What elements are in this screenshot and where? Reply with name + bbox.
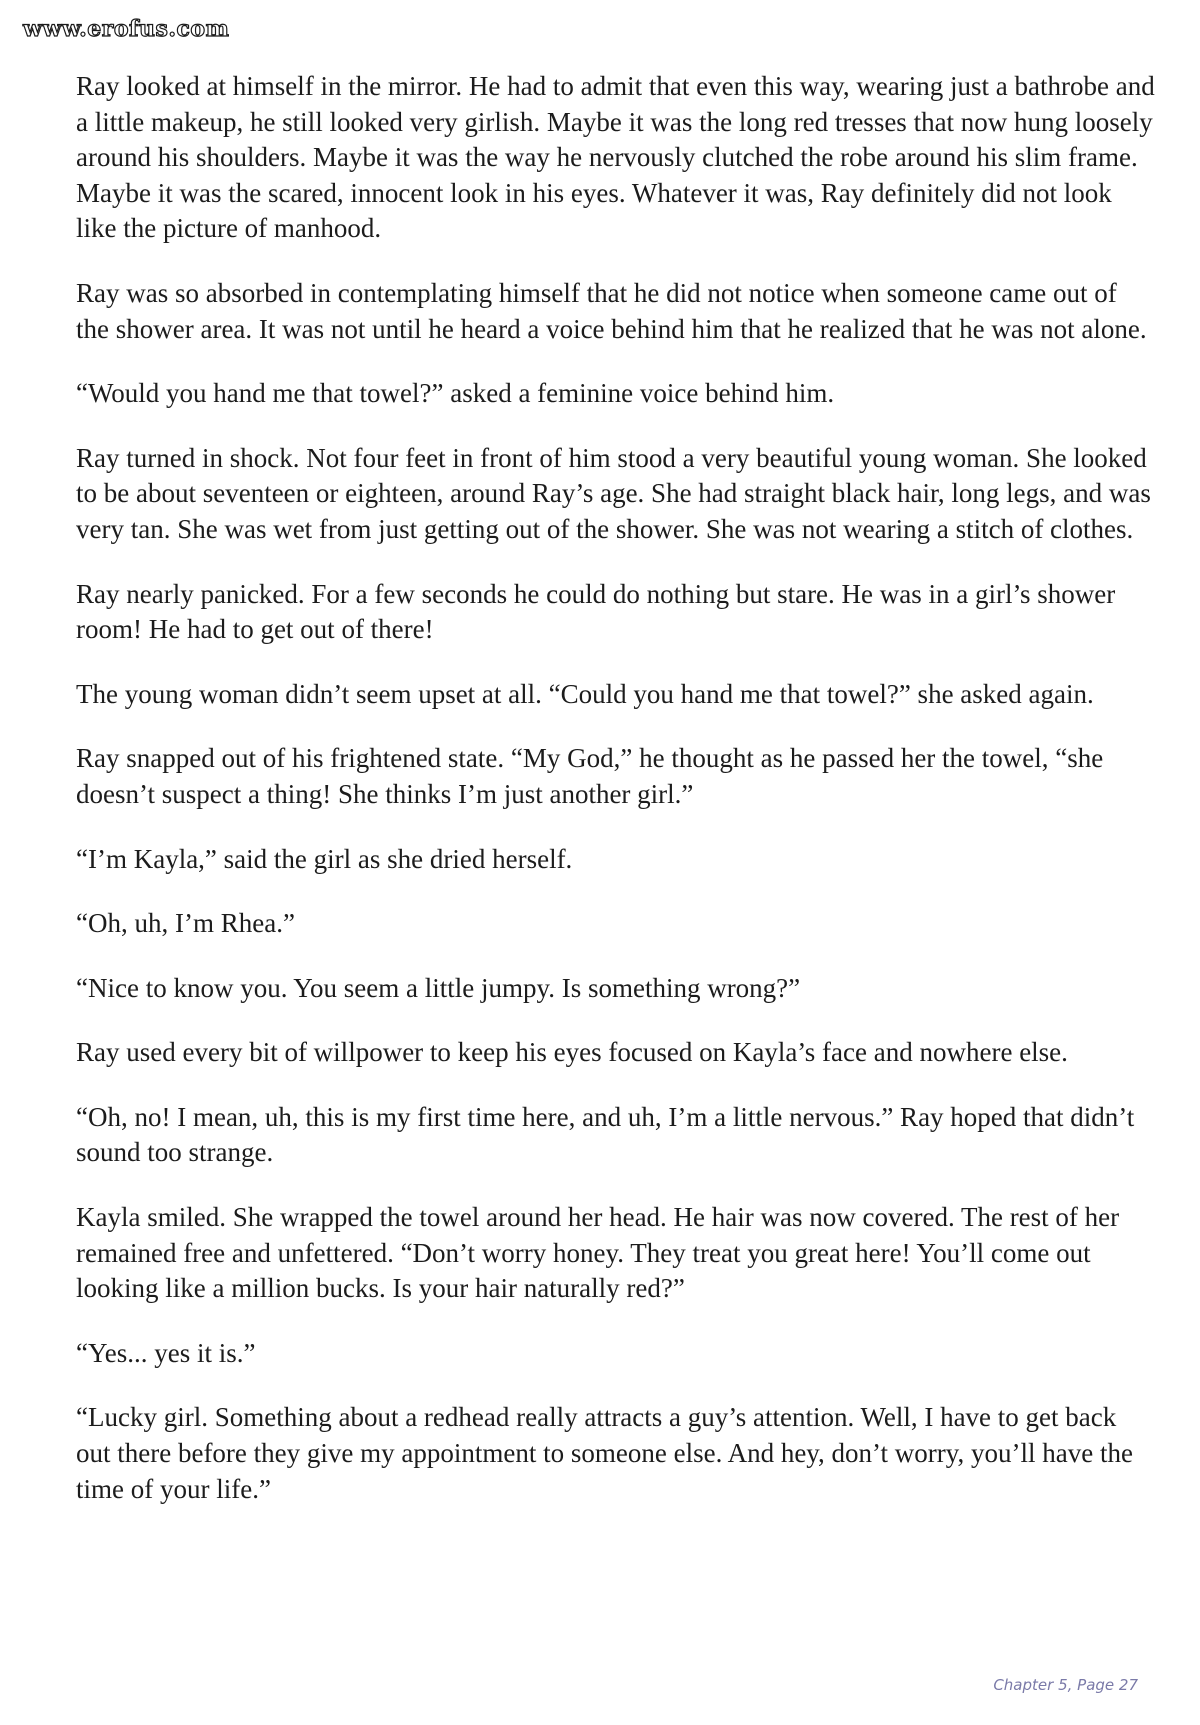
- paragraph: Ray snapped out of his frightened state. “My God,” he thought as he passed her the towel, “she doesn’t suspect a thing! She thinks I’m just another girl.”: [76, 743, 1104, 809]
- paragraph: Ray looked at himself in the mirror. He had to admit that even this way, wearing just a bathrobe and a little makeup, he still looked very girlish. Maybe it was the long red tresses that now hung loosely around his shoulders. Maybe it was the way he nervously clutched the robe around his slim frame. Maybe it was the scared, innocent look in his eyes. Whatever it was, Ray definitely did not look like the picture of manhood.: [76, 71, 1155, 244]
- paragraph: Ray nearly panicked. For a few seconds he could do nothing but stare. He was in a girl’s shower room! He had to get out of there!: [76, 578, 1116, 645]
- paragraph: Ray was so absorbed in contemplating himself that he did not notice when someone came out of the shower area. It was not until he heard a voice behind him that he realized that he was not alone.: [76, 277, 1147, 344]
- story-text: [76, 69, 1156, 1536]
- paragraph: Ray turned in shock. Not four feet in front of him stood a very beautiful young woman. She looked to be about seventeen or eighteen, around Ray’s age. She had straight black hair, long legs, and was very tan. She was wet from just getting out of the shower. She was not wearing a stitch of clothes.: [76, 442, 1151, 544]
- paragraph: “Would you hand me that towel?” asked a feminine voice behind him.: [76, 378, 835, 409]
- page-number-footer: Chapter 5, Page 27: [993, 1676, 1138, 1694]
- paragraph: “I’m Kayla,” said the girl as she dried herself.: [76, 843, 573, 874]
- paragraph: “Yes... yes it is.”: [76, 1337, 256, 1368]
- paragraph: “Lucky girl. Something about a redhead really attracts a guy’s attention. Well, I have to get back out there before they give my appointment to someone else. And hey, don’t worry, you’ll have the time of your life.”: [76, 1402, 1133, 1504]
- paragraph: “Oh, no! I mean, uh, this is my first time here, and uh, I’m a little nervous.” Ray hoped that didn’t sound too strange.: [76, 1101, 1135, 1168]
- paragraph: The young woman didn’t seem upset at all. “Could you hand me that towel?” she asked again.: [76, 678, 1094, 709]
- paragraph: Kayla smiled. She wrapped the towel around her head. He hair was now covered. The rest of her remained free and unfettered. “Don’t worry honey. They treat you great here! You’ll come out looking like a million bucks. Is your hair naturally red?”: [76, 1202, 1120, 1304]
- paragraph: “Oh, uh, I’m Rhea.”: [76, 908, 295, 939]
- site-watermark: www.erofus.com: [23, 16, 230, 42]
- paragraph: “Nice to know you. You seem a little jumpy. Is something wrong?”: [76, 972, 801, 1003]
- paragraph: Ray used every bit of willpower to keep his eyes focused on Kayla’s face and nowhere else.: [76, 1037, 1068, 1068]
